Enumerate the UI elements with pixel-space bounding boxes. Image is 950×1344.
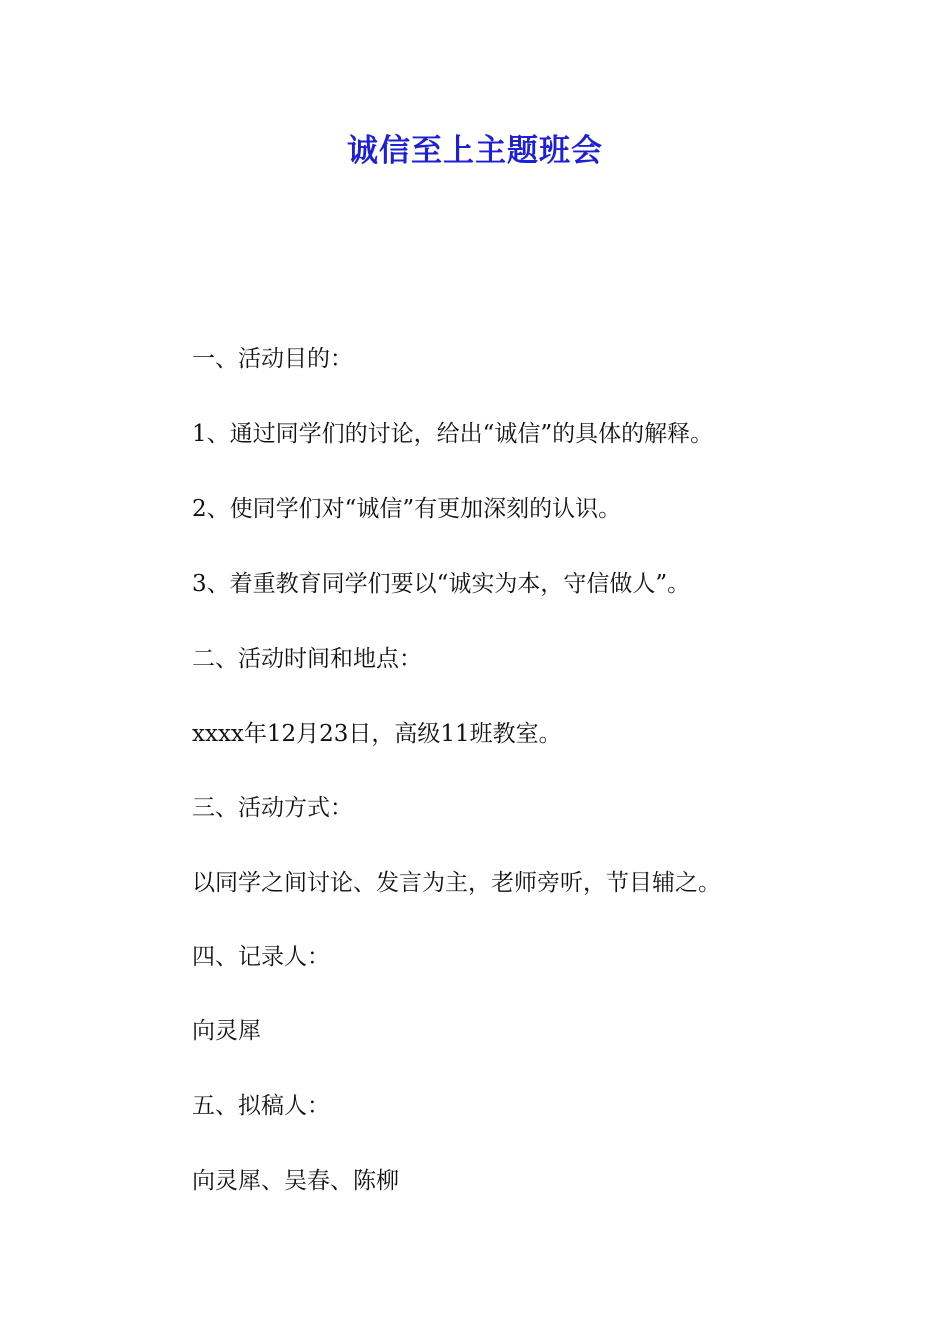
section-heading-drafter: 五、拟稿人： xyxy=(192,1093,330,1119)
time-place-text: xxxx年12月23日，高级11班教室。 xyxy=(192,721,562,747)
drafter-names: 向灵犀、吴春、陈柳 xyxy=(192,1168,399,1194)
purpose-item-2: 2、使同学们对“诚信”有更加深刻的认识。 xyxy=(192,496,622,522)
document-title: 诚信至上主题班会 xyxy=(347,133,603,169)
section-heading-recorder: 四、记录人： xyxy=(192,944,330,970)
purpose-item-1: 1、通过同学们的讨论，给出“诚信”的具体的解释。 xyxy=(192,421,714,447)
method-text: 以同学之间讨论、发言为主，老师旁听，节目辅之。 xyxy=(192,870,721,896)
section-heading-method: 三、活动方式： xyxy=(192,795,353,821)
purpose-item-3: 3、着重教育同学们要以“诚实为本，守信做人”。 xyxy=(192,571,691,597)
section-heading-time-place: 二、活动时间和地点： xyxy=(192,646,422,672)
recorder-name: 向灵犀 xyxy=(192,1018,261,1044)
section-heading-purpose: 一、活动目的： xyxy=(192,346,353,372)
